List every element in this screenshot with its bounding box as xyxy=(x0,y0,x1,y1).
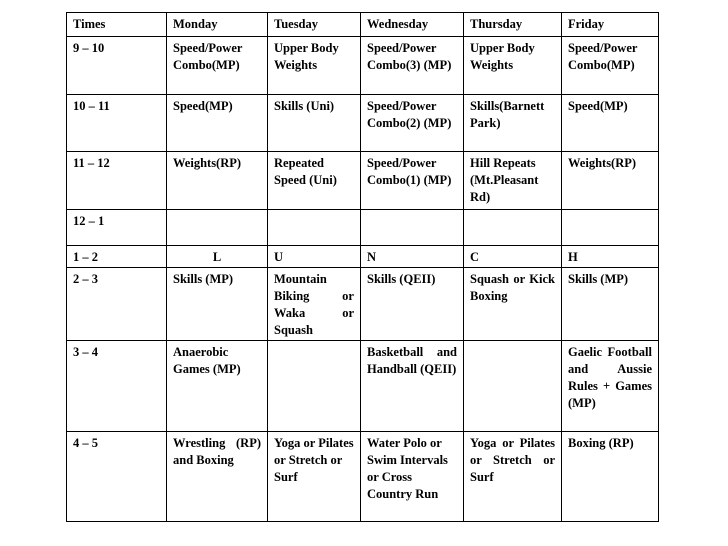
table-row xyxy=(67,152,659,210)
schedule-cell: Weights(RP) xyxy=(562,152,659,210)
schedule-cell: Speed/Power Combo(2) (MP) xyxy=(361,95,464,152)
lunch-letter-cell: N xyxy=(361,246,464,268)
schedule-cell: Skills (MP) xyxy=(167,268,268,341)
schedule-cell xyxy=(268,210,361,246)
schedule-cell: Wrestling (RP) and Boxing xyxy=(167,432,268,522)
header-tuesday: Tuesday xyxy=(268,13,361,37)
schedule-cell: Skills (QEII) xyxy=(361,268,464,341)
lunch-letter-cell: U xyxy=(268,246,361,268)
schedule-cell xyxy=(464,210,562,246)
table-row xyxy=(67,341,659,432)
schedule-cell xyxy=(167,210,268,246)
time-cell: 3 – 4 xyxy=(67,341,167,432)
schedule-cell: Repeated Speed (Uni) xyxy=(268,152,361,210)
time-cell: 11 – 12 xyxy=(67,152,167,210)
schedule-cell: Hill Repeats (Mt.Pleasant Rd) xyxy=(464,152,562,210)
time-cell: 2 – 3 xyxy=(67,268,167,341)
schedule-cell: Anaerobic Games (MP) xyxy=(167,341,268,432)
schedule-cell: Water Polo or Swim Intervals or Cross Country Run xyxy=(361,432,464,522)
schedule-cell: Upper Body Weights xyxy=(464,37,562,95)
schedule-cell: Speed(MP) xyxy=(167,95,268,152)
table-row xyxy=(67,268,659,341)
table-row xyxy=(67,432,659,522)
header-wednesday: Wednesday xyxy=(361,13,464,37)
table-row xyxy=(67,37,659,95)
header-monday: Monday xyxy=(167,13,268,37)
time-cell: 10 – 11 xyxy=(67,95,167,152)
schedule-cell: Skills (Uni) xyxy=(268,95,361,152)
schedule-cell: Skills(Barnett Park) xyxy=(464,95,562,152)
timetable xyxy=(66,12,659,522)
schedule-cell xyxy=(361,210,464,246)
schedule-cell xyxy=(268,341,361,432)
time-cell: 9 – 10 xyxy=(67,37,167,95)
header-times: Times xyxy=(67,13,167,37)
schedule-cell: Speed(MP) xyxy=(562,95,659,152)
schedule-cell: Speed/Power Combo(1) (MP) xyxy=(361,152,464,210)
schedule-cell xyxy=(562,210,659,246)
schedule-cell: Upper Body Weights xyxy=(268,37,361,95)
lunch-letter-cell: L xyxy=(167,246,268,268)
table-row xyxy=(67,246,659,268)
table-row xyxy=(67,95,659,152)
schedule-cell: Gaelic Football and Aussie Rules + Games (MP) xyxy=(562,341,659,432)
schedule-cell: Speed/Power Combo(3) (MP) xyxy=(361,37,464,95)
lunch-letter-cell: H xyxy=(562,246,659,268)
schedule-cell xyxy=(464,341,562,432)
time-cell: 4 – 5 xyxy=(67,432,167,522)
schedule-cell: Speed/Power Combo(MP) xyxy=(167,37,268,95)
time-cell: 12 – 1 xyxy=(67,210,167,246)
schedule-cell: Yoga or Pilates or Stretch or Surf xyxy=(464,432,562,522)
schedule-cell: Yoga or Pilates or Stretch or Surf xyxy=(268,432,361,522)
header-friday: Friday xyxy=(562,13,659,37)
schedule-cell: Speed/Power Combo(MP) xyxy=(562,37,659,95)
table-row xyxy=(67,210,659,246)
header-row xyxy=(67,13,659,37)
schedule-cell: Mountain Biking or Waka or Squash xyxy=(268,268,361,341)
schedule-cell: Skills (MP) xyxy=(562,268,659,341)
schedule-cell: Squash or Kick Boxing xyxy=(464,268,562,341)
schedule-cell: Basketball and Handball (QEII) xyxy=(361,341,464,432)
schedule-cell: Boxing (RP) xyxy=(562,432,659,522)
header-thursday: Thursday xyxy=(464,13,562,37)
schedule-cell: Weights(RP) xyxy=(167,152,268,210)
time-cell: 1 – 2 xyxy=(67,246,167,268)
lunch-letter-cell: C xyxy=(464,246,562,268)
